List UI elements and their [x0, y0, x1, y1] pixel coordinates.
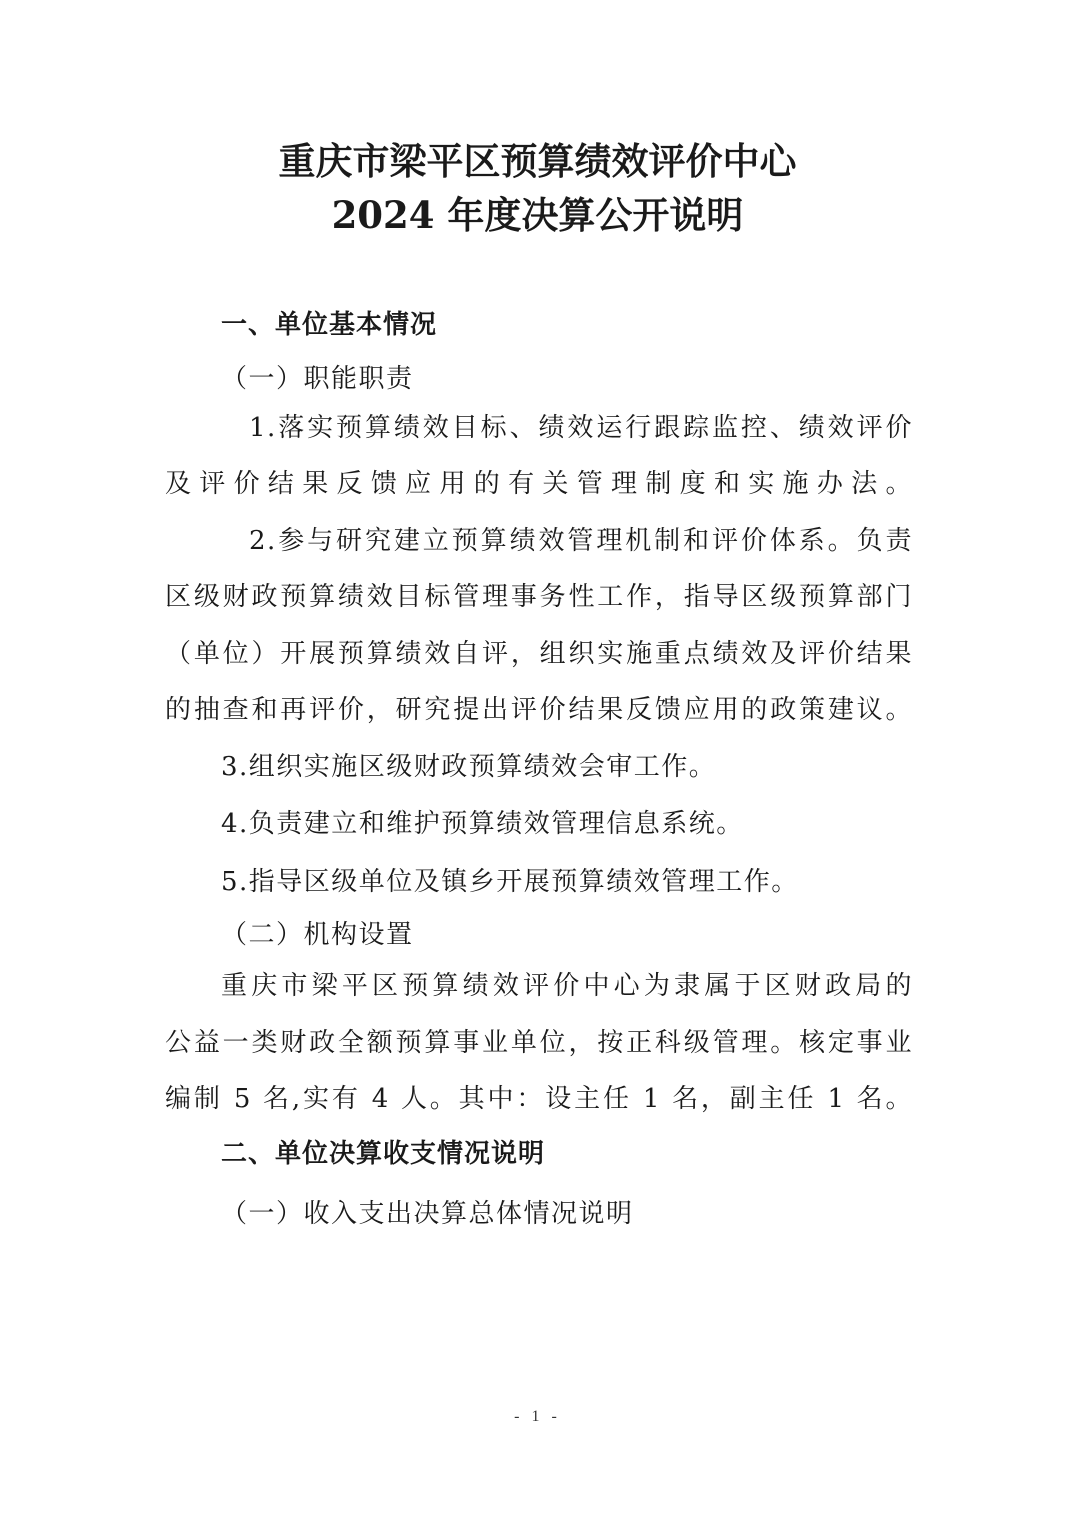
document-title-line1: 重庆市梁平区预算绩效评价中心	[278, 139, 797, 183]
subheading-organization: （二）机构设置	[221, 920, 414, 950]
paragraph-line: 2.参与研究建立预算绩效管理机制和评价体系。负责	[249, 526, 913, 556]
paragraph-line: 编制 5 名,实有 4 人。其中：设主任 1 名，副主任 1 名。	[165, 1084, 913, 1114]
section-heading-income-expense: 二、单位决算收支情况说明	[221, 1139, 546, 1169]
paragraph-line: 4.负责建立和维护预算绩效管理信息系统。	[221, 809, 744, 839]
paragraph-line: 区级财政预算绩效目标管理事务性工作，指导区级预算部门	[165, 582, 913, 612]
subheading-duties: （一）职能职责	[221, 364, 414, 394]
paragraph-line: 3.组织实施区级财政预算绩效会审工作。	[221, 752, 717, 782]
page-number: - 1 -	[514, 1408, 561, 1425]
paragraph-line: （单位）开展预算绩效自评，组织实施重点绩效及评价结果	[165, 639, 913, 669]
paragraph-line: 1.落实预算绩效目标、绩效运行跟踪监控、绩效评价	[249, 413, 913, 443]
subheading-overall-summary: （一）收入支出决算总体情况说明	[221, 1199, 634, 1229]
paragraph-line: 公益一类财政全额预算事业单位，按正科级管理。核定事业	[165, 1028, 913, 1058]
paragraph-line: 重庆市梁平区预算绩效评价中心为隶属于区财政局的	[221, 971, 913, 1001]
document-title-line2: 2024 年度决算公开说明	[331, 193, 744, 237]
paragraph-line: 5.指导区级单位及镇乡开展预算绩效管理工作。	[221, 867, 799, 897]
paragraph-line: 的抽查和再评价，研究提出评价结果反馈应用的政策建议。	[165, 695, 913, 725]
paragraph-line: 及评价结果反馈应用的有关管理制度和实施办法。	[165, 469, 913, 499]
section-heading-basic-info: 一、单位基本情况	[221, 310, 438, 340]
